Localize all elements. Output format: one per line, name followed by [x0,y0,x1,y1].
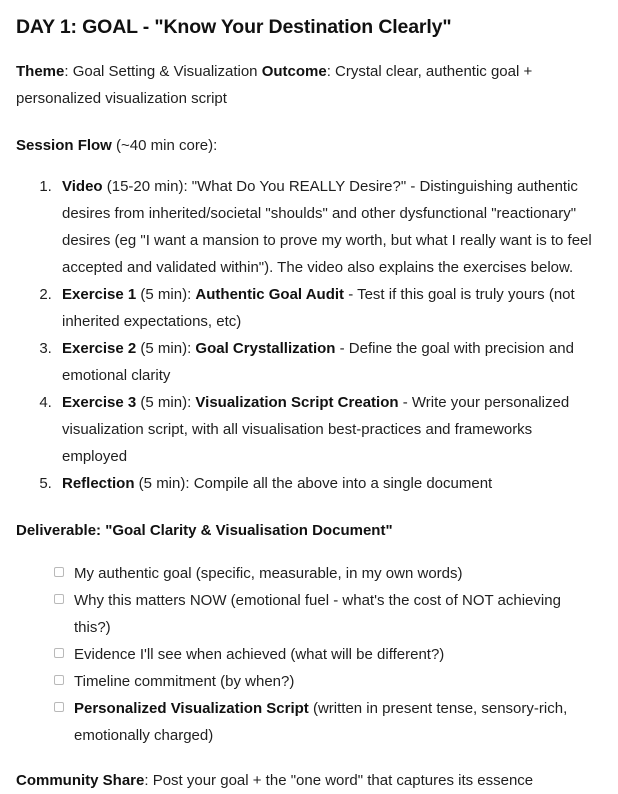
deliverable-checklist [16,560,592,749]
flow-item-rest: (5 min): Compile all the above into a single document [134,475,493,492]
list-item [56,470,592,497]
checklist-item-label: Why this matters NOW (emotional fuel - what's the cost of NOT achieving this?) [74,592,561,636]
checkbox[interactable] [54,675,64,685]
checkbox[interactable] [54,567,64,577]
theme-label: Theme [16,63,65,80]
deliverable-heading [16,517,592,544]
flow-item-tail: - Define the goal with precision and emotional clarity [62,340,574,384]
flow-item-tail: - Test if this goal is truly yours (not inherited expectations, etc) [62,286,575,330]
session-flow-heading [16,132,592,159]
checkbox[interactable] [54,702,64,712]
page-title: DAY 1: GOAL - "Know Your Destination Clearly" [16,16,452,38]
checklist-item-label: Evidence I'll see when achieved (what will be different?) [74,646,445,663]
flow-item-rest: (5 min): [136,394,196,411]
list-item [56,173,592,281]
list-item [56,335,592,389]
list-item [54,641,592,668]
flow-item-lead: Reflection [62,475,135,492]
outcome-value: : Crystal clear, authentic goal + personalized visualization script [16,63,533,107]
deliverable-value: : "Goal Clarity & Visualisation Document" [96,522,393,539]
community-share-label: Community Share [16,772,145,789]
session-flow-list [16,173,592,497]
community-share-paragraph [16,767,592,794]
flow-item-bold-mid: Visualization Script Creation [195,394,399,411]
session-flow-label: Session Flow [16,137,112,154]
list-item [56,281,592,335]
checklist-item-label: Timeline commitment (by when?) [74,673,295,690]
checkbox[interactable] [54,594,64,604]
list-item [54,587,592,641]
theme-value: : Goal Setting & Visualization [64,63,262,80]
list-item [54,668,592,695]
flow-item-lead: Exercise 2 [62,340,137,357]
flow-item-lead: Video [62,178,103,195]
community-share-value: : Post your goal + the "one word" that captures its essence [144,772,534,789]
session-flow-value: (~40 min core): [111,137,218,154]
flow-item-tail: - Write your personalized visualization script, with all visualisation best-practices and frameworks employed [62,394,570,465]
flow-item-bold-mid: Goal Crystallization [195,340,336,357]
flow-item-rest: (5 min): [136,286,196,303]
deliverable-label: Deliverable [16,522,97,539]
checklist-item-label: My authentic goal (specific, measurable, in my own words) [74,565,463,582]
flow-item-lead: Exercise 3 [62,394,137,411]
checklist-item-label: (written in present tense, sensory-rich, emotionally charged) [74,700,568,744]
list-item [54,695,592,749]
flow-item-rest: (15-20 min): "What Do You REALLY Desire?" - Distinguishing authentic desires from inherited/societal "shoulds" and other dysfunctional "reactionary" desires (eg "I want a mansion to prove my worth, but what I really want is to feel accepted and validated within"). The video also explains the exercises below. [62,178,592,276]
theme-outcome-paragraph [16,58,592,112]
list-item [54,560,592,587]
outcome-label: Outcome [261,63,327,80]
list-item [56,389,592,470]
checkbox[interactable] [54,648,64,658]
flow-item-lead: Exercise 1 [62,286,137,303]
flow-item-rest: (5 min): [136,340,196,357]
flow-item-bold-mid: Authentic Goal Audit [195,286,345,303]
checklist-item-bold: Personalized Visualization Script [74,700,309,717]
